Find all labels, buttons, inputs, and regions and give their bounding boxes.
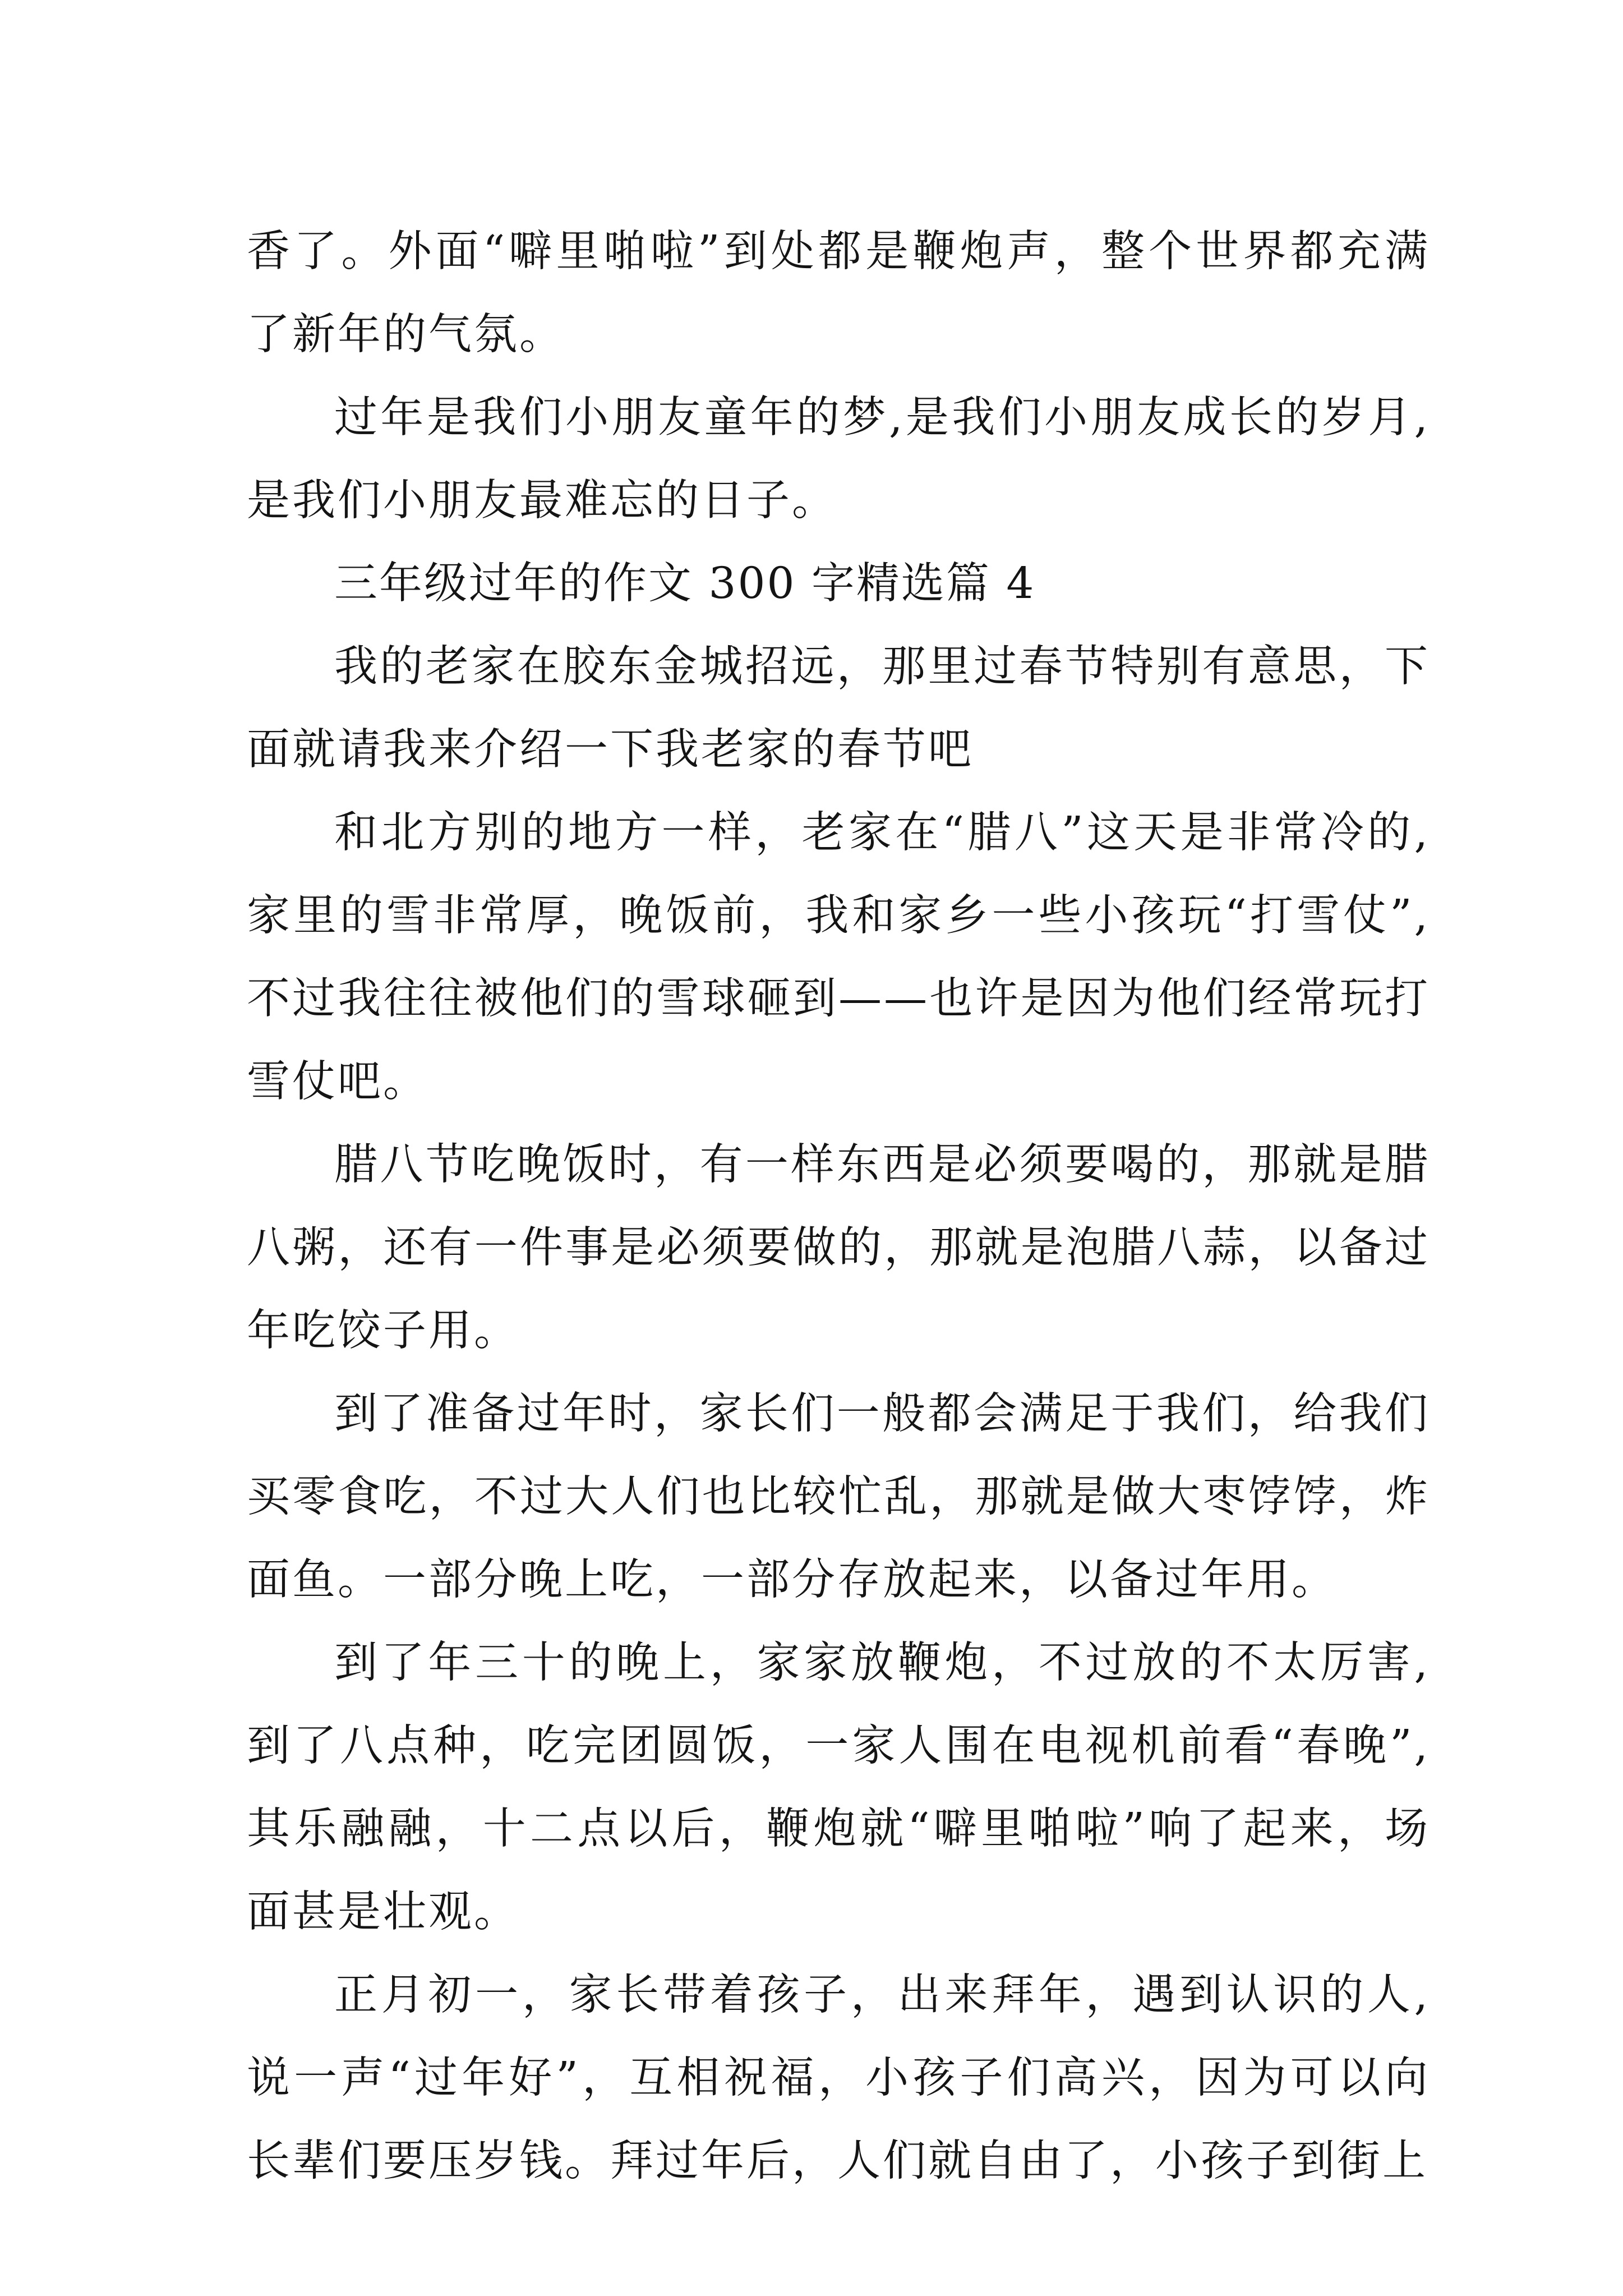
document-body: [247, 210, 1430, 2203]
paragraph-8: 正月初一，家长带着孩子，出来拜年，遇到认识的人,说一声“过年好”，互相祝福，小孩子们高兴，因为可以向长辈们要压岁钱。拜过年后，人们就自由了，小孩子到街上: [247, 1970, 1430, 2186]
paragraph-1: 香了。外面“噼里啪啦”到处都是鞭炮声，整个世界都充满了新年的气氛。: [247, 227, 1430, 360]
paragraph-6: 到了准备过年时，家长们一般都会满足于我们，给我们买零食吃，不过大人们也比较忙乱，那就是做大枣饽饽，炸面鱼。一部分晚上吃，一部分存放起来，以备过年用。: [247, 1389, 1430, 1605]
paragraph-4: 和北方别的地方一样，老家在“腊八”这天是非常冷的,家里的雪非常厚，晚饭前，我和家乡一些小孩玩“打雪仗”,不过我往往被他们的雪球砸到——也许是因为他们经常玩打雪仗吧。: [247, 808, 1430, 1107]
paragraph-5: 腊八节吃晚饭时，有一样东西是必须要喝的，那就是腊八粥，还有一件事是必须要做的，那就是泡腊八蒜，以备过年吃饺子用。: [247, 1140, 1430, 1356]
paragraph-3: 我的老家在胶东金城招远，那里过春节特别有意思，下面就请我来介绍一下我老家的春节吧: [247, 642, 1430, 775]
paragraph-7: 到了年三十的晚上，家家放鞭炮，不过放的不太厉害,到了八点种，吃完团圆饭，一家人围在电视机前看“春晚”,其乐融融，十二点以后，鞭炮就“噼里啪啦”响了起来，场面甚是壮观。: [247, 1638, 1430, 1937]
section-heading: 三年级过年的作文 300 字精选篇 4: [334, 559, 1036, 609]
paragraph-2: 过年是我们小朋友童年的梦,是我们小朋友成长的岁月,是我们小朋友最难忘的日子。: [247, 393, 1430, 526]
